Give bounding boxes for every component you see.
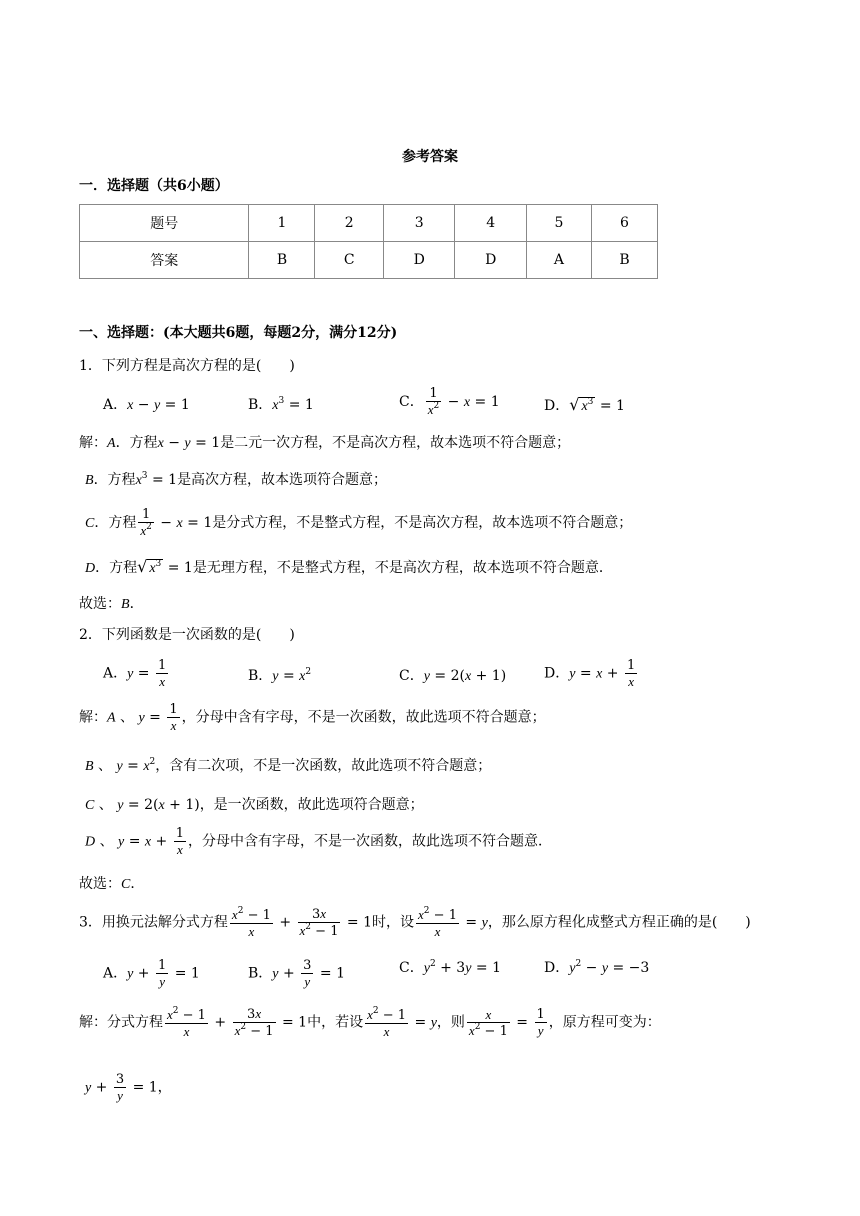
table-cell: A <box>526 242 591 279</box>
section-heading-1: 一．选择题（共6小题） <box>79 178 229 194</box>
q1-solution-c: C．方程 $\frac{1}{x^2}$ − x = 1是分式方程，不是整式方程，不是高次方程，故本选项不符合题意； <box>85 507 633 538</box>
q2-solution-a: 解：A 、 y = $\frac{1}{x}$ ，分母中含有字母，不是一次函数，故此选项不符合题意； <box>79 702 546 733</box>
q2-option-a: A．y = $\frac{1}{x}$ <box>103 658 167 689</box>
table-cell: 答案 <box>80 242 249 279</box>
q1-option-a: A．x − y = 1 <box>103 397 190 413</box>
table-row-answers <box>80 242 658 279</box>
answer-table <box>79 204 658 279</box>
table-cell: 5 <box>526 205 591 242</box>
q3-option-a: A．y + $\frac{1}{y}$ = 1 <box>103 958 200 989</box>
q1-solution-a: 解：A．方程x − y = 1是二元一次方程，不是高次方程，故本选项不符合题意； <box>79 435 571 451</box>
table-cell: 题号 <box>80 205 249 242</box>
table-cell: 1 <box>249 205 315 242</box>
table-cell: B <box>591 242 657 279</box>
question-2-stem: 2．下列函数是一次函数的是( ) <box>79 627 295 643</box>
question-3-stem: 3．用换元法解分式方程 $\frac{x^2 - 1}{x}$ + $\frac{3x}{x^2 - 1}$ = 1时，设 $\frac{x^2 - 1}{x}$ = y，那么原方程化成整式方程正确的是( ) <box>79 905 751 939</box>
q2-solution-d: D 、 y = x + $\frac{1}{x}$ ，分母中含有字母，不是一次函数，故此选项不符合题意． <box>85 826 553 857</box>
q1-option-c: C． $\frac{1}{x^2}$ − x = 1 <box>399 386 500 417</box>
option-label: A． <box>103 397 128 413</box>
q3-option-b: B．y + $\frac{3}{y}$ = 1 <box>248 958 345 989</box>
q3-option-d: D．$y^2 - y = -3$ <box>544 959 650 976</box>
section-heading-2: 一、选择题：(本大题共6题，每题2分，满分12分) <box>79 325 398 341</box>
q2-option-d: D．y = x + $\frac{1}{x}$ <box>544 658 636 689</box>
option-label: C． <box>399 394 424 410</box>
table-cell: B <box>249 242 315 279</box>
q2-option-c: C．y = 2(x + 1) <box>399 668 507 684</box>
q3-solution: 解：分式方程 $\frac{x^2 - 1}{x}$ + $\frac{3x}{x^2 - 1}$ = 1中，若设 $\frac{x^2 - 1}{x}$ = y，则 $\frac{x}{x^2 - 1}$ = $\frac{1}{y}$ ，原方程可变为： <box>79 1005 661 1039</box>
table-cell: D <box>455 242 526 279</box>
q2-solution-c: C 、 y = 2(x + 1)，是一次函数，故此选项符合题意； <box>85 797 424 813</box>
table-cell: 6 <box>591 205 657 242</box>
q1-option-d: D．√ $x^3 = 1$ <box>544 395 625 414</box>
q3-option-c: C．$y^2 + 3y = 1$ <box>399 959 501 976</box>
q1-solution-d: D．方程√ $x^3 = 1$是无理方程，不是整式方程，不是高次方程，故本选项不符合题意． <box>85 557 613 576</box>
q1-option-b: B．$x^3 = 1$ <box>248 396 314 413</box>
table-cell: 3 <box>383 205 454 242</box>
q1-solution-b: B．方程$x^3 = 1$是高次方程，故本选项符合题意； <box>85 471 388 488</box>
option-label: D． <box>544 398 570 414</box>
table-cell: 2 <box>315 205 383 242</box>
table-cell: C <box>315 242 383 279</box>
table-cell: 4 <box>455 205 526 242</box>
question-1-stem: 1．下列方程是高次方程的是( ) <box>79 358 295 374</box>
q3-transformed-equation: y + $\frac{3}{y}$ = 1， <box>85 1072 172 1103</box>
q2-conclusion: 故选：C． <box>79 876 145 892</box>
q2-option-b: B．$y = x^2$ <box>248 667 312 684</box>
table-cell: D <box>383 242 454 279</box>
option-label: B． <box>248 397 273 413</box>
table-row-question-numbers <box>80 205 658 242</box>
page-title: 参考答案 <box>402 149 458 165</box>
q2-solution-b: B 、 $y = x^2$，含有二次项，不是一次函数，故此选项不符合题意； <box>85 757 492 774</box>
q1-conclusion: 故选：B． <box>79 596 144 612</box>
